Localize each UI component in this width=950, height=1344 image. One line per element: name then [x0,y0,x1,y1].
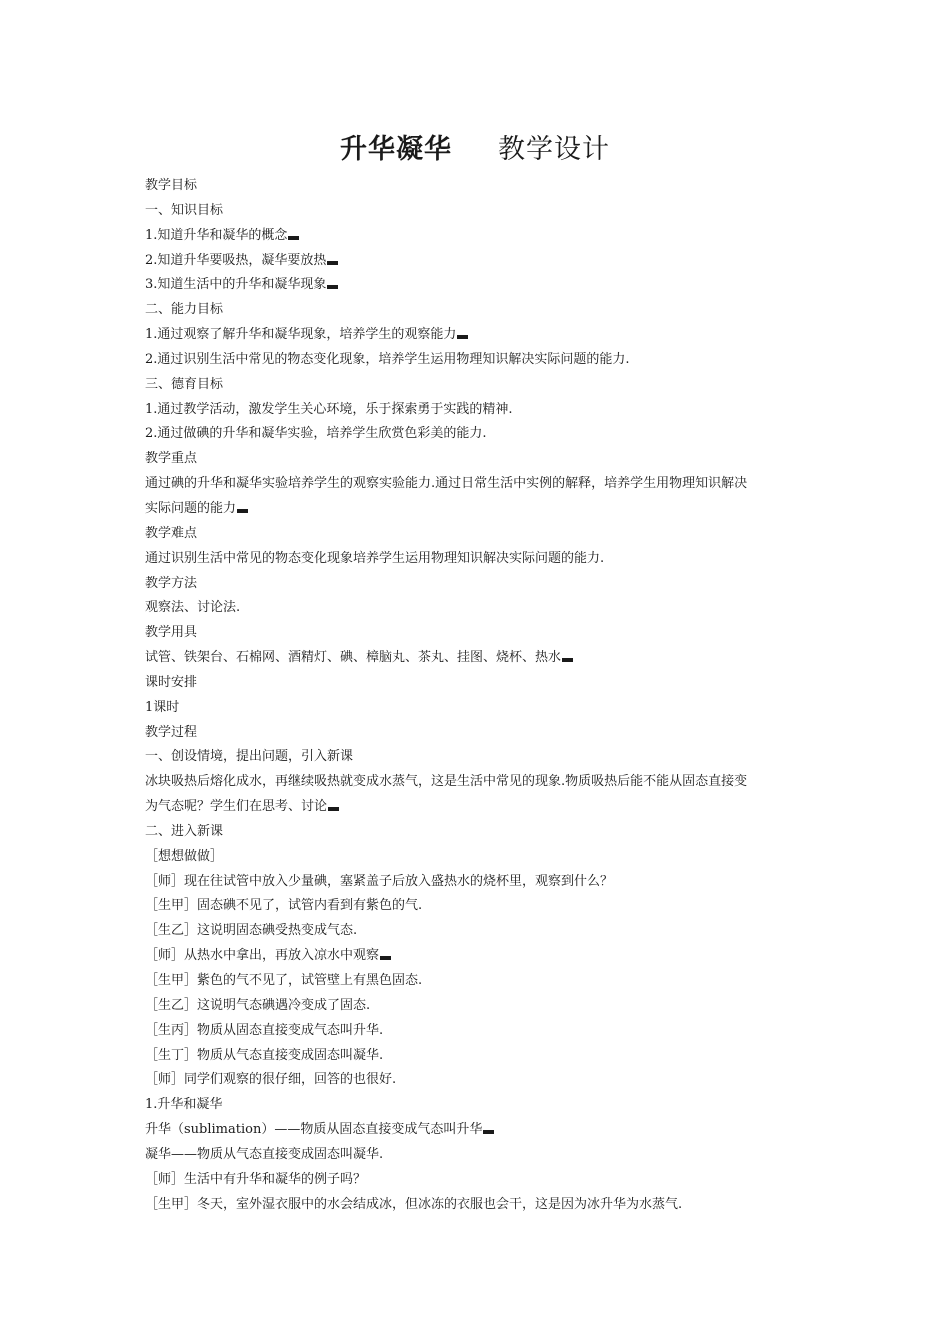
text-line [145,273,813,298]
paragraph-mark-icon [327,285,338,289]
text-line [145,472,813,497]
line-text: ［师］现在往试管中放入少量碘，塞紧盖子后放入盛热水的烧杯里，观察到什么？ [145,873,614,889]
paragraph-mark-icon [237,509,248,513]
line-text: ［想想做做］ [145,848,224,864]
text-line [145,721,813,746]
text-line [145,969,813,994]
document-body [145,174,813,1217]
line-text: ［生甲］紫色的气不见了，试管壁上有黑色固态. [145,973,423,988]
text-line [145,422,813,447]
line-text: 教学难点 [145,525,198,541]
line-text: 一、创设情境，提出问题，引入新课 [145,749,354,765]
line-text: ［生甲］冬天，室外湿衣服中的水会结成冰，但冰冻的衣服也会干，这是因为冰升华为水蒸气. [145,1196,683,1212]
text-line [145,572,813,597]
line-text: ［师］生活中有升华和凝华的例子吗？ [145,1171,367,1187]
line-text: 教学目标 [145,178,198,193]
line-text: 教学重点 [145,451,198,467]
line-text: 教学用具 [145,625,198,641]
text-line [145,348,813,373]
title-main: 升华凝华 [340,134,452,165]
text-line [145,845,813,870]
text-line [145,671,813,696]
line-text: 试管、铁架台、石棉网、酒精灯、碘、樟脑丸、茶丸、挂图、烧杯、热水 [145,650,562,666]
line-text: 1.通过教学活动，激发学生关心环境，乐于探索勇于实践的精神. [145,401,513,417]
line-text: 2.知道升华要吸热，凝华要放热 [145,252,327,268]
line-text: ［生乙］这说明气态碘遇冷变成了固态. [145,997,371,1013]
text-line [145,770,813,795]
line-text: 3.知道生活中的升华和凝华现象 [145,277,327,293]
text-line [145,199,813,224]
text-line [145,621,813,646]
paragraph-mark-icon [483,1130,494,1134]
text-line [145,1168,813,1193]
line-text: 升华（sublimation）——物质从固态直接变成气态叫升华 [145,1122,483,1138]
text-line [145,174,813,199]
text-line [145,795,813,820]
text-line [145,398,813,423]
line-text: 2.通过识别生活中常见的物态变化现象，培养学生运用物理知识解决实际问题的能力. [145,351,630,367]
text-line [145,696,813,721]
line-text: 1.通过观察了解升华和凝华现象，培养学生的观察能力 [145,327,457,343]
line-text: ［师］从热水中拿出，再放入凉水中观察 [145,948,380,964]
text-line [145,894,813,919]
text-line [145,447,813,472]
paragraph-mark-icon [328,807,339,811]
line-text: 教学方法 [145,575,198,591]
paragraph-mark-icon [380,956,391,960]
paragraph-mark-icon [562,658,573,662]
text-line [145,1193,813,1218]
line-text: 冰块吸热后熔化成水，再继续吸热就变成水蒸气，这是生活中常见的现象.物质吸热后能不能从固态直接变 [145,774,748,790]
line-text: 2.通过做碘的升华和凝华实验，培养学生欣赏色彩美的能力. [145,426,487,442]
text-line [145,1143,813,1168]
text-line [145,1044,813,1069]
line-text: 1.知道升华和凝华的概念 [145,227,288,243]
text-line [145,298,813,323]
line-text: 1.升华和凝华 [145,1097,223,1113]
line-text: 观察法、讨论法. [145,600,241,616]
text-line [145,646,813,671]
line-text: 实际问题的能力 [145,500,237,516]
text-line [145,870,813,895]
line-text: 通过碘的升华和凝华实验培养学生的观察实验能力.通过日常生活中实例的解释，培养学生用物理知识解决 [145,476,748,492]
line-text: ［生甲］固态碘不见了，试管内看到有紫色的气. [145,898,423,914]
text-line [145,1068,813,1093]
paragraph-mark-icon [327,261,338,265]
paragraph-mark-icon [457,335,468,339]
text-line [145,1118,813,1143]
line-text: ［生丁］物质从气态直接变成固态叫凝华. [145,1047,384,1063]
text-line [145,497,813,522]
title-sub: 教学设计 [498,134,610,165]
line-text: ［生乙］这说明固态碘受热变成气态. [145,923,358,939]
text-line [145,745,813,770]
text-line [145,919,813,944]
line-text: 二、能力目标 [145,302,224,318]
text-line [145,547,813,572]
text-line [145,820,813,845]
line-text: 教学过程 [145,724,198,740]
line-text: 为气态呢？学生们在思考、讨论 [145,799,328,815]
line-text: 课时安排 [145,674,198,690]
line-text: 1课时 [145,699,180,715]
line-text: ［生丙］物质从固态直接变成气态叫升华. [145,1022,384,1038]
line-text: 一、知识目标 [145,202,224,218]
line-text: 三、德育目标 [145,376,224,392]
text-line [145,1019,813,1044]
text-line [145,373,813,398]
text-line [145,522,813,547]
document-title [0,128,950,172]
text-line [145,1093,813,1118]
line-text: 通过识别生活中常见的物态变化现象培养学生运用物理知识解决实际问题的能力. [145,550,605,566]
text-line [145,944,813,969]
line-text: 凝华——物质从气态直接变成固态叫凝华. [145,1146,384,1162]
line-text: 二、进入新课 [145,823,224,839]
paragraph-mark-icon [288,236,299,240]
line-text: ［师］同学们观察的很仔细，回答的也很好. [145,1072,397,1088]
text-line [145,323,813,348]
text-line [145,224,813,249]
text-line [145,994,813,1019]
text-line [145,596,813,621]
text-line [145,249,813,274]
